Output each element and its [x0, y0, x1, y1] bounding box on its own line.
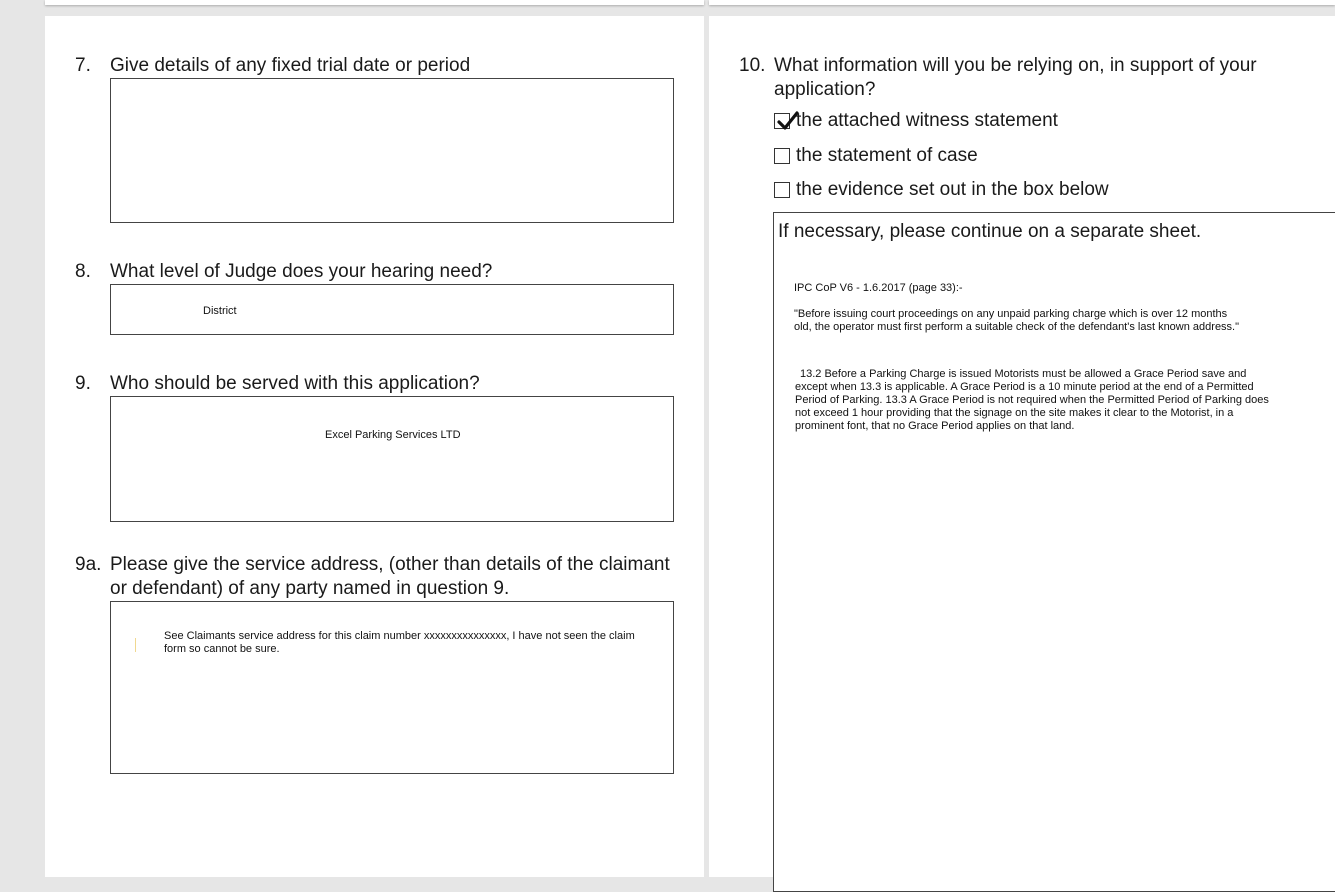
evidence-quote-line2: old, the operator must first perform a suitable check of the defendant's last known address."	[794, 321, 1240, 333]
evidence-quote-line1: "Before issuing court proceedings on any unpaid parking charge which is over 12 months	[794, 308, 1228, 320]
evidence-box-heading: If necessary, please continue on a separate sheet.	[778, 221, 1202, 242]
question-10	[739, 54, 1319, 102]
evidence-grace-line1: 13.2 Before a Parking Charge is issued Motorists must be allowed a Grace Period save and	[800, 368, 1247, 380]
evidence-below-label: the evidence set out in the box below	[796, 179, 1109, 200]
question-9	[75, 372, 675, 396]
trial-date-field[interactable]	[110, 78, 674, 223]
service-address-field[interactable]	[110, 601, 674, 774]
evidence-field[interactable]	[773, 212, 1335, 892]
evidence-below-checkbox[interactable]	[774, 182, 790, 198]
option-statement-of-case[interactable]	[774, 144, 1094, 168]
question-10-text-line2: application?	[774, 79, 876, 100]
question-9a-text-line2: or defendant) of any party named in question 9.	[110, 578, 510, 599]
witness-statement-label: the attached witness statement	[796, 110, 1058, 131]
question-8-number: 8.	[75, 261, 91, 282]
served-party-value: Excel Parking Services LTD	[325, 429, 461, 441]
question-7	[75, 54, 675, 78]
question-9a-text-line1: Please give the service address, (other than details of the claimant	[110, 554, 670, 575]
text-cursor	[135, 638, 136, 652]
judge-level-value: District	[203, 305, 237, 317]
evidence-grace-line2: except when 13.3 is applicable. A Grace Period is a 10 minute period at the end of a Permitted	[795, 381, 1254, 393]
question-9a	[75, 553, 675, 601]
question-9-number: 9.	[75, 373, 91, 394]
question-10-text-line1: What information will you be relying on, in support of your	[774, 55, 1257, 76]
question-8-text: What level of Judge does your hearing need?	[110, 261, 493, 282]
statement-of-case-checkbox[interactable]	[774, 148, 790, 164]
previous-page-left-bottom	[45, 0, 704, 5]
question-9a-number: 9a.	[75, 554, 102, 575]
evidence-grace-line3: Period of Parking. 13.3 A Grace Period is not required when the Permitted Period of Parking does	[795, 394, 1269, 406]
evidence-grace-line4: not exceed 1 hour providing that the signage on the site makes it clear to the Motorist, in a	[795, 407, 1234, 419]
evidence-reference: IPC CoP V6 - 1.6.2017 (page 33):-	[794, 282, 963, 294]
service-address-line1: See Claimants service address for this claim number xxxxxxxxxxxxxxx, I have not seen the claim	[164, 630, 635, 642]
question-8	[75, 260, 675, 284]
question-7-number: 7.	[75, 55, 91, 76]
judge-level-field[interactable]	[110, 284, 674, 335]
option-evidence-below[interactable]	[774, 178, 1134, 202]
question-10-number: 10.	[739, 55, 766, 76]
statement-of-case-label: the statement of case	[796, 145, 978, 166]
served-party-field[interactable]	[110, 396, 674, 522]
option-witness-statement[interactable]	[774, 109, 1094, 133]
previous-page-right-bottom	[709, 0, 1335, 5]
service-address-line2: form so cannot be sure.	[164, 643, 280, 655]
evidence-grace-line5: prominent font, that no Grace Period applies on that land.	[795, 420, 1075, 432]
witness-statement-checkbox[interactable]	[774, 113, 790, 129]
question-7-text: Give details of any fixed trial date or period	[110, 55, 471, 76]
question-9-text: Who should be served with this application?	[110, 373, 480, 394]
